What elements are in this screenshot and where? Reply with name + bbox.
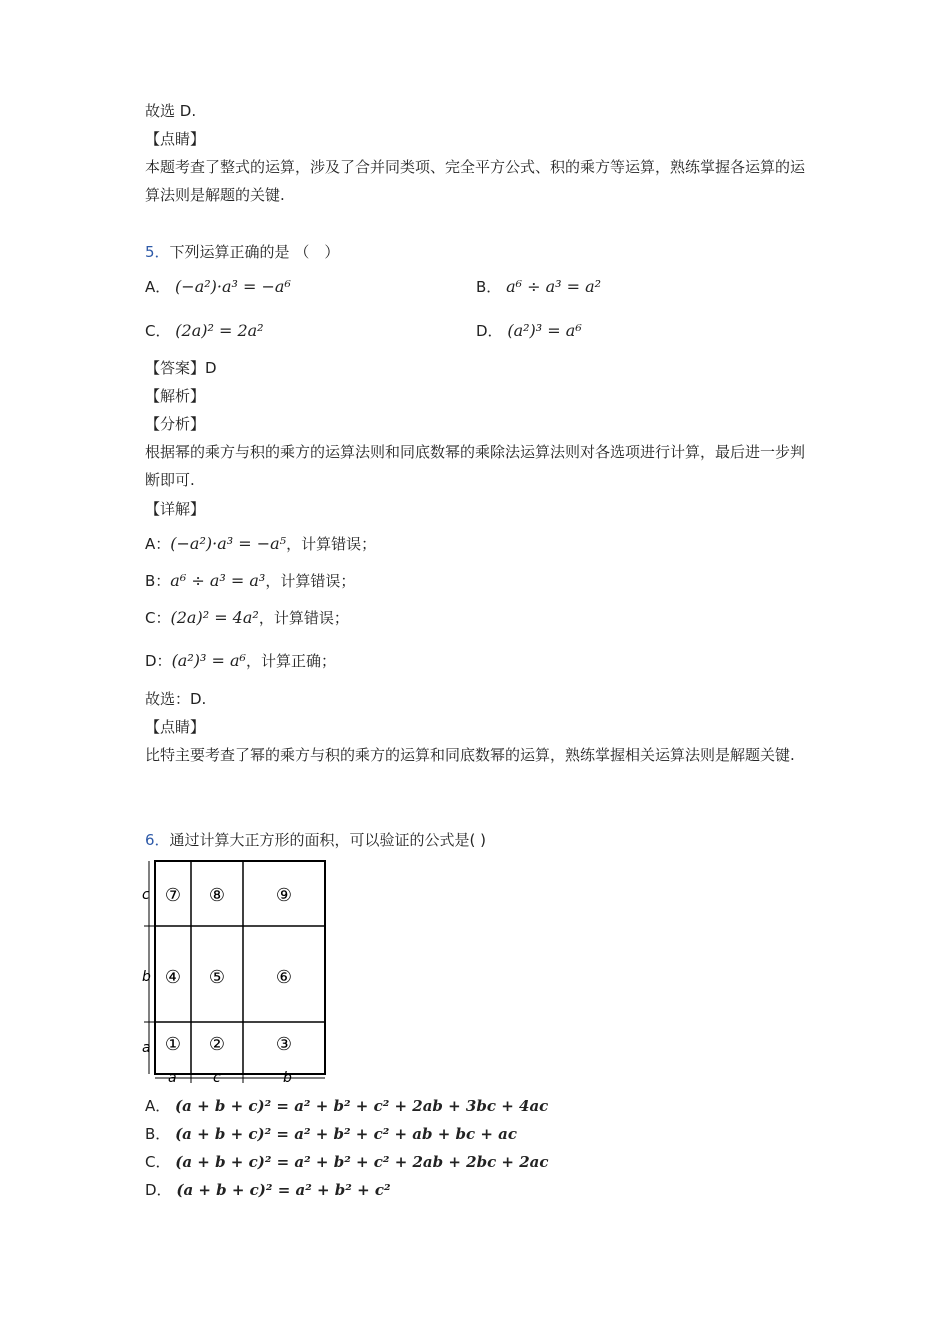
q5-comment-text: 比特主要考查了幂的乘方与积的乘方的运算和同底数幂的运算，熟练掌握相关运算法则是解题关键. — [145, 746, 795, 764]
figure-cell-7: ⑦ — [164, 885, 182, 906]
figure-bottom-label-a: a — [168, 1070, 177, 1086]
figure-cell-6: ⑥ — [275, 967, 293, 988]
q5-detail-b — [145, 570, 355, 592]
q5-option-a-label: A． — [145, 278, 171, 296]
q5-fenxi-heading: 【分析】 — [145, 415, 206, 433]
q5-detail-a-label: A： — [145, 535, 171, 553]
q5-option-d-expr: (a²)³ = a⁶ — [507, 321, 582, 340]
q5-analysis-heading: 【解析】 — [145, 387, 206, 405]
q6-option-c-label: C． — [145, 1153, 171, 1171]
previous-comment-heading: 【点睛】 — [145, 130, 206, 148]
figure-bottom-label-c: c — [213, 1070, 221, 1086]
figure-cell-9: ⑨ — [275, 885, 293, 906]
q6-option-b-label: B． — [145, 1125, 171, 1143]
q6-option-a — [145, 1095, 548, 1117]
q5-detail-d-result: ，计算正确； — [245, 652, 336, 670]
q5-detail-c-expr: (2a)² = 4a² — [170, 608, 259, 627]
figure-cell-8: ⑧ — [208, 885, 226, 906]
q6-option-a-expr: (a + b + c)² = a² + b² + c² + 2ab + 3bc + 4ac — [175, 1097, 549, 1115]
q6-option-c — [145, 1151, 549, 1173]
q5-detail-c — [145, 607, 349, 629]
q5-option-b-expr: a⁶ ÷ a³ = a² — [506, 277, 602, 296]
q5-detail-a — [145, 533, 376, 555]
q5-comment-heading: 【点睛】 — [145, 718, 206, 736]
figure-side-label-b: b — [142, 969, 151, 985]
question-6-stem — [145, 829, 486, 851]
figure-cell-5: ⑤ — [208, 967, 226, 988]
q5-option-d-label: D． — [476, 322, 503, 340]
q6-option-d-expr: (a + b + c)² = a² + b² + c² — [176, 1181, 391, 1199]
q5-conclusion: 故选：D. — [145, 690, 207, 708]
q6-option-b — [145, 1123, 517, 1145]
previous-comment-text: 本题考查了整式的运算，涉及了合并同类项、完全平方公式、积的乘方等运算，熟练掌握各运算的运算法则是解题的关键. — [145, 158, 806, 204]
q5-option-a — [145, 276, 291, 298]
q6-option-b-expr: (a + b + c)² = a² + b² + c² + ab + bc + ac — [175, 1125, 518, 1143]
question-6-number: 6． — [145, 831, 170, 849]
q5-detail-d-label: D： — [145, 652, 172, 670]
question-5-text: 下列运算正确的是 （ ） — [169, 243, 340, 261]
q5-option-c-expr: (2a)² = 2a² — [175, 321, 264, 340]
q6-option-d — [145, 1179, 391, 1201]
figure-cell-4: ④ — [164, 967, 182, 988]
q5-answer: 【答案】D — [145, 359, 217, 377]
q5-option-b-label: B． — [476, 278, 502, 296]
q5-detail-heading: 【详解】 — [145, 500, 206, 518]
question-5-number: 5． — [145, 243, 170, 261]
q6-option-c-expr: (a + b + c)² = a² + b² + c² + 2ab + 2bc + 2ac — [175, 1153, 549, 1171]
q5-detail-a-expr: (−a²)·a³ = −a⁵ — [170, 534, 287, 553]
q5-option-c-label: C． — [145, 322, 171, 340]
q5-option-c — [145, 320, 264, 342]
square-area-figure — [140, 856, 335, 1086]
q6-option-a-label: A． — [145, 1097, 171, 1115]
figure-side-label-a: a — [142, 1040, 151, 1056]
figure-cell-2: ② — [208, 1034, 226, 1055]
figure-cell-3: ③ — [275, 1034, 293, 1055]
q6-option-d-label: D． — [145, 1181, 172, 1199]
previous-conclusion: 故选 D. — [145, 102, 197, 120]
q5-detail-d — [145, 650, 336, 672]
q5-detail-c-label: C： — [145, 609, 171, 627]
q5-detail-c-result: ，计算错误； — [258, 609, 349, 627]
q5-option-a-expr: (−a²)·a³ = −a⁶ — [175, 277, 291, 296]
q5-option-b — [476, 276, 601, 298]
figure-bottom-label-b: b — [283, 1070, 292, 1086]
figure-cell-1: ① — [164, 1034, 182, 1055]
q5-option-d — [476, 320, 582, 342]
q5-detail-b-label: B： — [145, 572, 171, 590]
figure-side-label-c: c — [142, 887, 150, 903]
question-5-stem — [145, 241, 339, 263]
q5-detail-b-result: ，计算错误； — [265, 572, 356, 590]
q5-fenxi-text: 根据幂的乘方与积的乘方的运算法则和同底数幂的乘除法运算法则对各选项进行计算，最后进一步判断即可. — [145, 443, 806, 489]
q5-detail-d-expr: (a²)³ = a⁶ — [171, 651, 246, 670]
q5-detail-b-expr: a⁶ ÷ a³ = a³ — [170, 571, 266, 590]
q5-detail-a-result: ，计算错误； — [286, 535, 377, 553]
question-6-text: 通过计算大正方形的面积，可以验证的公式是( ) — [169, 831, 487, 849]
